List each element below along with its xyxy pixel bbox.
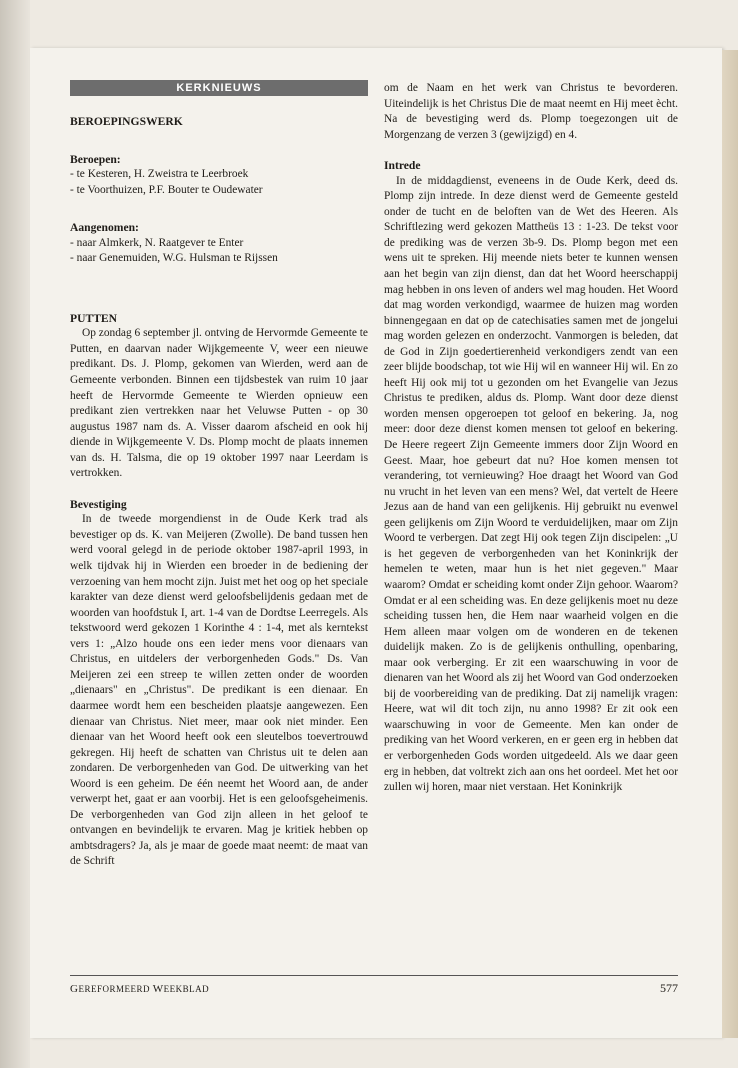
page-edge	[722, 50, 738, 1038]
bevestiging-continuation: om de Naam en het werk van Christus te bevorderen. Uiteindelijk is het Christus Die de maat neemt en Hij meet ècht. Na de bevestiging werd ds. Plomp toegezongen uit de Morgenzang de verzen 3 (gewijzigd) en 4.	[384, 82, 678, 141]
aangenomen-item: - naar Genemuiden, W.G. Hulsman te Rijssen	[70, 252, 278, 265]
left-column	[70, 80, 368, 870]
bevestiging-paragraph: In de tweede morgendienst in de Oude Kerk trad als bevestiger op ds. K. van Meijeren (Zwolle). De band tussen hen werd vooral gelegd in de periode oktober 1987-april 1993, in welk tijdvak hij in Wierden een broeder in de bediening der verzoening van hem mocht zijn. Juist met het oog op het speciale karakter van deze dienst werd geloofsbelijdenis gedaan met de woorden van hoofdstuk I, art. 1-4 van de Dordtse Leerregels. Als tekstwoord werd gekozen 1 Korinthe 4 : 1-4, met als kerntekst vers 1: „Alzo houde ons een ieder mens voor dienaars van Christus, en uitdelers der verborgenheden Gods." Ds. Van Meijeren zei een streep te willen zetten onder de woorden „dienaars" en „Christus". De predikant is een dienaar. En daarmee wordt hem een bescheiden plaatsje aangewezen. Een dienaar van Christus. Niet meer, maar ook niet minder. Een dienaar van het Woord heeft ook een sleutelbos toevertrouwd gekregen. Hij heeft de schatten van Christus uit te delen aan zondaren. De verborgenheden van God. De uitwerking van het Woord is een geheim. De één neemt het Woord aan, de ander verwerpt het, gaat er aan voorbij. Het is een geloofsgeheimenis. De verborgenheden van God zijn alleen in het geloof te ontvangen en bevindelijk te ervaren. Mag je kritiek hebben op ambtsdragers? Ja, als je maar de goede maat neemt: de maat van de Schrift	[70, 513, 368, 868]
intrede-paragraph: In de middagdienst, eveneens in de Oude Kerk, deed ds. Plomp zijn intrede. In deze dienst werd de Gemeente gesteld onder de tucht en de beloften van de Wet des Heeren. Als Schriftlezing werd gekozen Mattheüs 13 : 1-23. De tekst voor de prediking was de verzen 3b-9. Ds. Plomp begon met een wens uit te spreken. Hij meende niets beter te kunnen wensen aan het begin van zijn dienst, dan dat het Woord heerschappij mag hebben in ons leven of anders wel mag houden. Het Woord dat mag worden verkondigd, waarmee de huizen mag worden binnengegaan en dat op de catechisaties samen met de jongelui mag worden gelezen en onderzocht. Vanmorgen is beleden, dat de God in Zijn goedertierenheid verkondigers zendt van een zeer blijde boodschap, tot wie Hij wil en wanneer Hij wil. En zo heeft Hij ook mij tot u gezonden om het Evangelie van Jezus Christus te prediken, aldus ds. Plomp. Want door deze dienst worden mensen opgeroepen tot geloof en bekering. Ja, nog meer: door deze dienst komen mensen tot geloof en bekering. De Heere regeert Zijn Gemeente immers door Zijn Woord en Geest. Maar, hoe gebeurt dat nu? Hoe komen mensen tot verandering, tot vernieuwing? Hoe draagt het Woord van God nu vrucht in het leven van een mens? Wel, dat vertelt de Heere Jezus aan de hand van een gelijkenis. Hij gebruikt nu evenwel geen gelijkenis om Zijn Woord te verduidelijken, maar om Zijn Woord te verbergen. Dat zegt Hij ook tegen Zijn discipelen: „U is het gegeven de verborgenheden van het Koninkrijk der hemelen te weten, maar hun is het niet gegeven." Maar waarom? Omdat er scheiding komt onder Zijn gehoor. Waarom? Omdat er al een scheiding was. En deze gelijkenis moet nu deze scheiding tussen hen, die Hem naar waarheid volgen en die Hem alleen maar volgen om de wonderen en de tekenen duidelijk maken. Zo is de gelijkenis onthulling, openbaring, maar ook verberging. Er zit een waarschuwing in voor de dienaren van het Woord als zij het Woord van God onderzoeken bij de voorbereiding van de prediking. Dat zij namelijk vragen: Heere, wat wil dit toch zijn, nu anno 1998? Er zit ook een waarschuwing in voor de Gemeente. Men kan onder de prediking van het Woord verkeren, en er geen erg in hebben dat er verborgenheden Gods worden uitgedeeld. Als we daar geen erg in hebben, dat voltrekt zich aan ons het oordeel. Met het oor zullen wij horen, maar niet verstaan. Het Koninkrijk	[384, 174, 678, 794]
page-number: 577	[660, 981, 678, 995]
publication-smallcaps: EEKBLAD	[163, 984, 210, 994]
publication-initial: G	[70, 983, 79, 995]
publication-name	[70, 983, 209, 995]
publication-initial: W	[152, 983, 164, 995]
putten-paragraph: Op zondag 6 september jl. ontving de Hervormde Gemeente te Putten, en daarvan nader Wijkgemeente V, weer een nieuwe predikant. Ds. J. Plomp, gekomen van Wierden, werd aan de Gemeente verbonden. Binnen een tijdsbestek van ruim 10 jaar heeft de Hervormde Gemeente te Wierden opnieuw een predikant zien vertrekken naar het Veluwse Putten - op 30 augustus 1987 nam ds. A. Visser daarom afscheid en ook hij diende in Wijkgemeente V. Ds. Plomp mocht de plaats innemen van ds. H. Talsma, die op 19 oktober 1997 naar Leerdam is vertrokken.	[70, 327, 368, 480]
putten-heading: PUTTEN	[70, 311, 118, 325]
beroepen-item: - te Kesteren, H. Zweistra te Leerbroek	[70, 168, 249, 181]
footer-rule	[70, 975, 678, 976]
beroepen-item: - te Voorthuizen, P.F. Bouter te Oudewater	[70, 183, 263, 196]
section-banner: KERKNIEUWS	[70, 80, 368, 96]
bevestiging-heading: Bevestiging	[70, 497, 127, 511]
intrede-heading: Intrede	[384, 159, 421, 173]
aangenomen-item: - naar Almkerk, N. Raatgever te Enter	[70, 236, 244, 249]
publication-smallcaps: EREFORMEERD	[78, 984, 153, 994]
right-column	[384, 81, 678, 796]
aangenomen-heading: Aangenomen:	[70, 221, 139, 235]
beroepingswerk-heading: BEROEPINGSWERK	[70, 115, 183, 128]
beroepen-heading: Beroepen:	[70, 152, 121, 166]
book-binding	[0, 0, 30, 1068]
